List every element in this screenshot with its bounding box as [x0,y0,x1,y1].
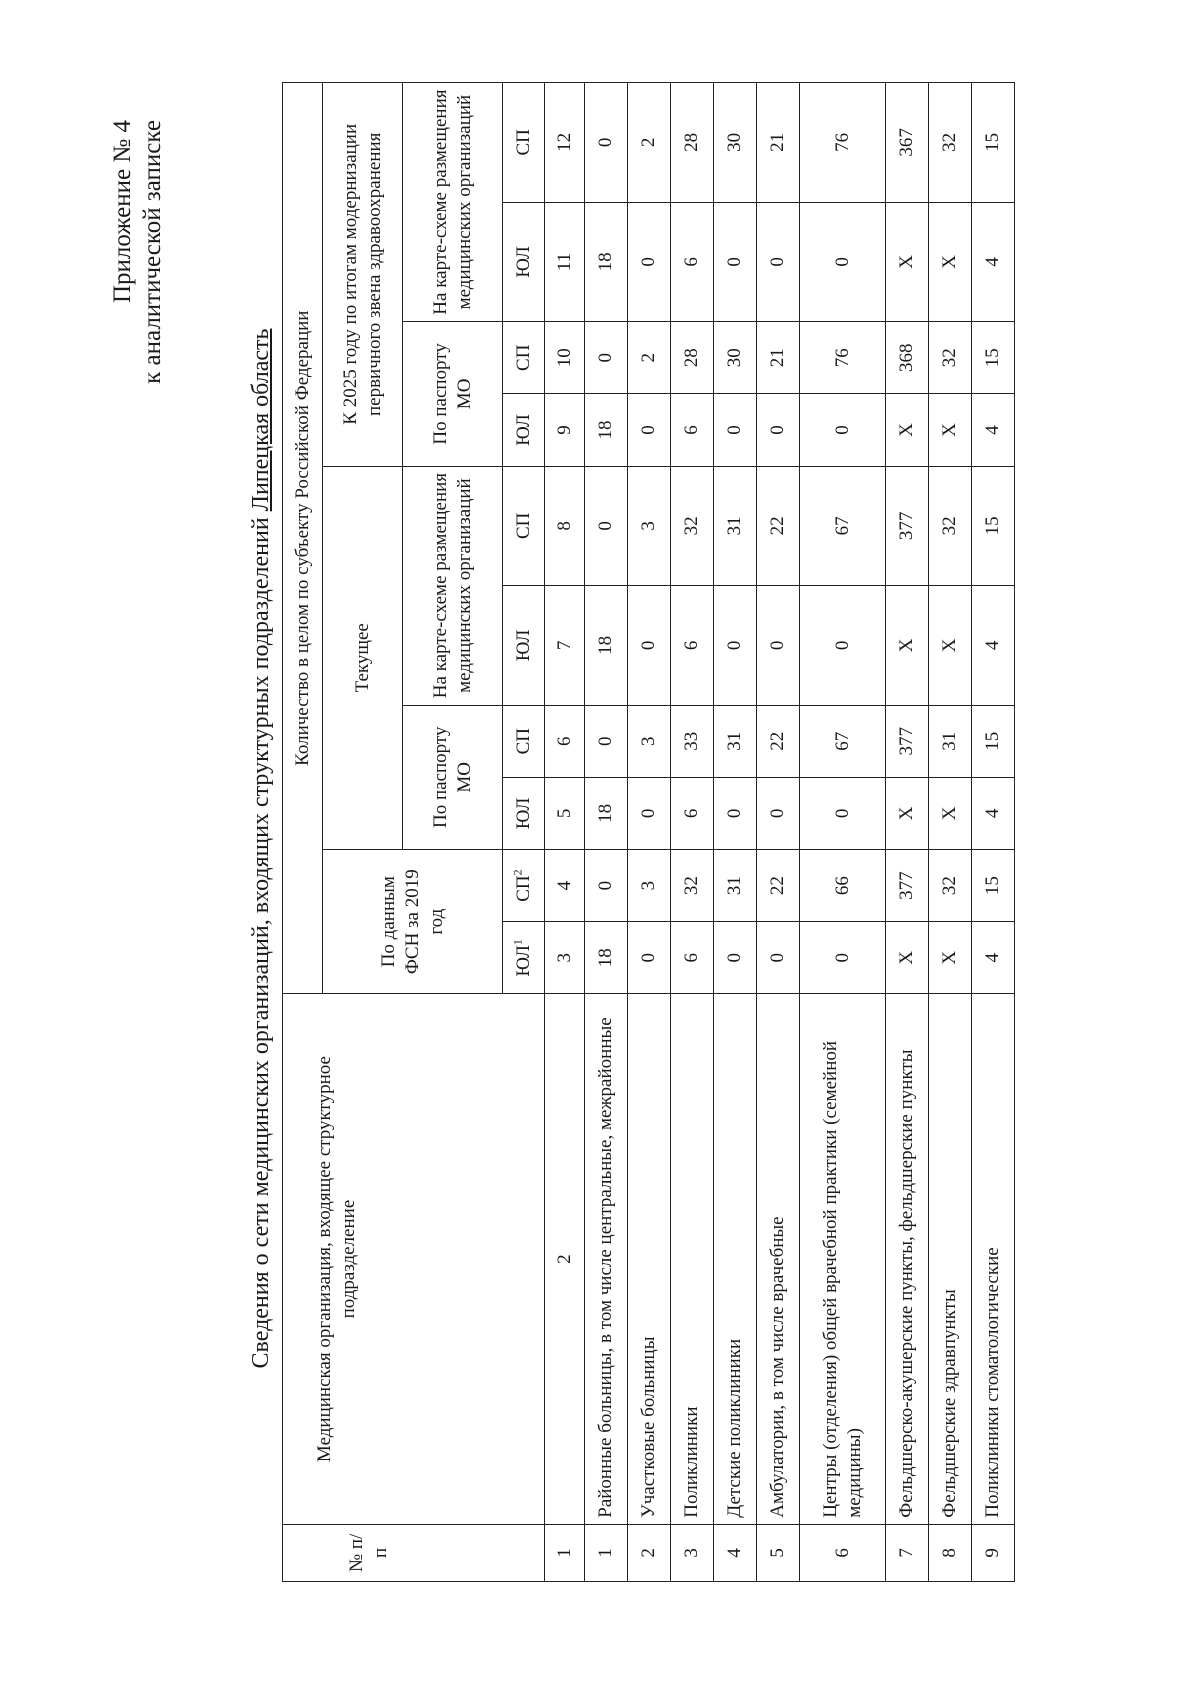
row-value: 76 [800,83,886,203]
row-value: 0 [628,777,671,849]
title-region: Липецкая область [248,328,274,512]
header-total: Количество в целом по субъекту Российской Федерации [283,83,323,994]
row-value: 4 [972,394,1015,466]
row-value: 32 [929,466,972,586]
row-value: 28 [671,83,714,203]
row-value: 0 [585,83,628,203]
column-number: 7 [545,586,585,706]
row-value: 32 [929,83,972,203]
row-value: 22 [757,705,800,777]
row-value: 67 [800,705,886,777]
row-value: 0 [714,777,757,849]
row-value: 377 [886,466,929,586]
row-value: X [929,586,972,706]
row-value: 0 [628,586,671,706]
column-number: 8 [545,466,585,586]
row-value: 0 [800,777,886,849]
header-current: Текущее [323,466,403,849]
row-value: X [929,394,972,466]
header-target-map: На карте-схеме размещения медицинских организаций [403,83,503,322]
column-number: 9 [545,394,585,466]
row-value: 66 [800,849,886,921]
row-value: X [929,202,972,322]
column-number: 1 [545,1524,585,1581]
row-name: Фельдшерско-акушерские пункты, фельдшерские пункты [886,994,929,1524]
row-name: Поликлиники [671,994,714,1524]
row-value: 30 [714,322,757,394]
table-row [628,83,671,1582]
row-value: 4 [972,777,1015,849]
unit-sp-fsn: $СП^2$ [503,849,545,921]
row-value: 0 [800,922,886,994]
appendix-label [108,120,168,384]
column-number: 5 [545,777,585,849]
row-name: Детские поликлиники [714,994,757,1524]
row-value: 18 [585,394,628,466]
row-value: 367 [886,83,929,203]
row-value: 31 [929,705,972,777]
row-value: 32 [929,849,972,921]
header-target-passport: По паспорту МО [403,322,503,466]
row-name: Центры (отделения) общей врачебной практики (семейной медицины) [800,994,886,1524]
row-value: 6 [671,777,714,849]
unit-ul-2: ЮЛ [503,586,545,706]
row-value: 31 [714,705,757,777]
row-value: 3 [628,849,671,921]
column-number: 2 [545,994,585,1524]
row-value: 0 [585,466,628,586]
row-value: 28 [671,322,714,394]
row-number: 4 [714,1524,757,1581]
row-value: 67 [800,466,886,586]
row-value: 15 [972,466,1015,586]
row-value: 0 [585,705,628,777]
row-number: 8 [929,1524,972,1581]
row-value: 0 [800,394,886,466]
unit-ul-4: ЮЛ [503,202,545,322]
row-value: 6 [671,394,714,466]
row-value: 18 [585,202,628,322]
row-value: 18 [585,586,628,706]
header-fsn: По данным ФСН за 2019 год [323,849,503,993]
row-value: 377 [886,849,929,921]
column-number: 3 [545,922,585,994]
table-row [671,83,714,1582]
row-value: 0 [628,394,671,466]
row-number: 5 [757,1524,800,1581]
network-table [282,82,1015,1582]
table-row [972,83,1015,1582]
row-value: 0 [714,586,757,706]
column-number-row [545,83,585,1582]
row-number: 2 [628,1524,671,1581]
row-name: Амбулатории, в том числе врачебные [757,994,800,1524]
row-value: 15 [972,322,1015,394]
row-value: 0 [757,394,800,466]
row-value: 32 [929,322,972,394]
appendix-line-2: к аналитической записке [139,120,166,384]
row-number: 9 [972,1524,1015,1581]
unit-ul-fsn: $ЮЛ^1$ [503,922,545,994]
row-value: 3 [628,705,671,777]
row-value: 0 [585,322,628,394]
row-value: 0 [757,202,800,322]
row-value: X [929,922,972,994]
row-value: 3 [628,466,671,586]
row-value: 0 [757,922,800,994]
column-number: 10 [545,322,585,394]
row-value: 0 [628,922,671,994]
row-value: 0 [757,586,800,706]
row-value: 32 [671,849,714,921]
unit-sp-3: СП [503,322,545,394]
column-number: 6 [545,705,585,777]
row-value: 0 [714,202,757,322]
row-value: 15 [972,849,1015,921]
row-value: 6 [671,922,714,994]
row-name: Районные больницы, в том числе центральные, межрайонные [585,994,628,1524]
row-value: X [886,777,929,849]
appendix-line-1: Приложение № 4 [109,120,136,304]
row-value: X [886,202,929,322]
header-num: № п/п [283,1524,545,1581]
row-value: 0 [628,202,671,322]
table-row [929,83,972,1582]
header-current-map: На карте-схеме размещения медицинских организаций [403,466,503,705]
row-value: 0 [800,202,886,322]
unit-sp-2: СП [503,466,545,586]
row-value: 30 [714,83,757,203]
row-value: 22 [757,466,800,586]
column-number: 11 [545,202,585,322]
row-value: 15 [972,83,1015,203]
unit-sp-1: СП [503,705,545,777]
table-row [714,83,757,1582]
row-value: 0 [714,922,757,994]
row-number: 1 [585,1524,628,1581]
table-row [757,83,800,1582]
row-value: 76 [800,322,886,394]
unit-sp-4: СП [503,83,545,203]
column-number: 4 [545,849,585,921]
row-value: 0 [714,394,757,466]
row-number: 6 [800,1524,886,1581]
row-value: 33 [671,705,714,777]
row-value: 21 [757,322,800,394]
row-value: 31 [714,849,757,921]
row-value: 377 [886,705,929,777]
row-value: 4 [972,586,1015,706]
header-org: Медицинская организация, входящее структурное подразделение [283,994,545,1524]
row-value: 18 [585,922,628,994]
row-number: 7 [886,1524,929,1581]
row-value: X [886,586,929,706]
row-value: 4 [972,922,1015,994]
table-row [800,83,886,1582]
row-value: 368 [886,322,929,394]
row-value: 0 [800,586,886,706]
row-name: Поликлиники стоматологические [972,994,1015,1524]
table-row [886,83,929,1582]
unit-ul-1: ЮЛ [503,777,545,849]
row-value: 0 [585,849,628,921]
header-current-passport: По паспорту МО [403,705,503,849]
row-number: 3 [671,1524,714,1581]
row-value: 15 [972,705,1015,777]
row-value: 22 [757,849,800,921]
document-title [248,0,275,1697]
unit-ul-3: ЮЛ [503,394,545,466]
row-value: 2 [628,322,671,394]
row-name: Участковые больницы [628,994,671,1524]
row-value: X [886,922,929,994]
header-target: К 2025 году по итогам модернизации первичного звена здравоохранения [323,83,403,467]
row-name: Фельдшерские здравпункты [929,994,972,1524]
row-value: X [886,394,929,466]
table-row [585,83,628,1582]
row-value: 0 [757,777,800,849]
row-value: 6 [671,586,714,706]
title-text: Сведения о сети медицинских организаций, входящих структурных подразделений [248,517,274,1369]
row-value: 6 [671,202,714,322]
row-value: 4 [972,202,1015,322]
row-value: X [929,777,972,849]
row-value: 31 [714,466,757,586]
row-value: 2 [628,83,671,203]
column-number: 12 [545,83,585,203]
row-value: 21 [757,83,800,203]
row-value: 18 [585,777,628,849]
row-value: 32 [671,466,714,586]
